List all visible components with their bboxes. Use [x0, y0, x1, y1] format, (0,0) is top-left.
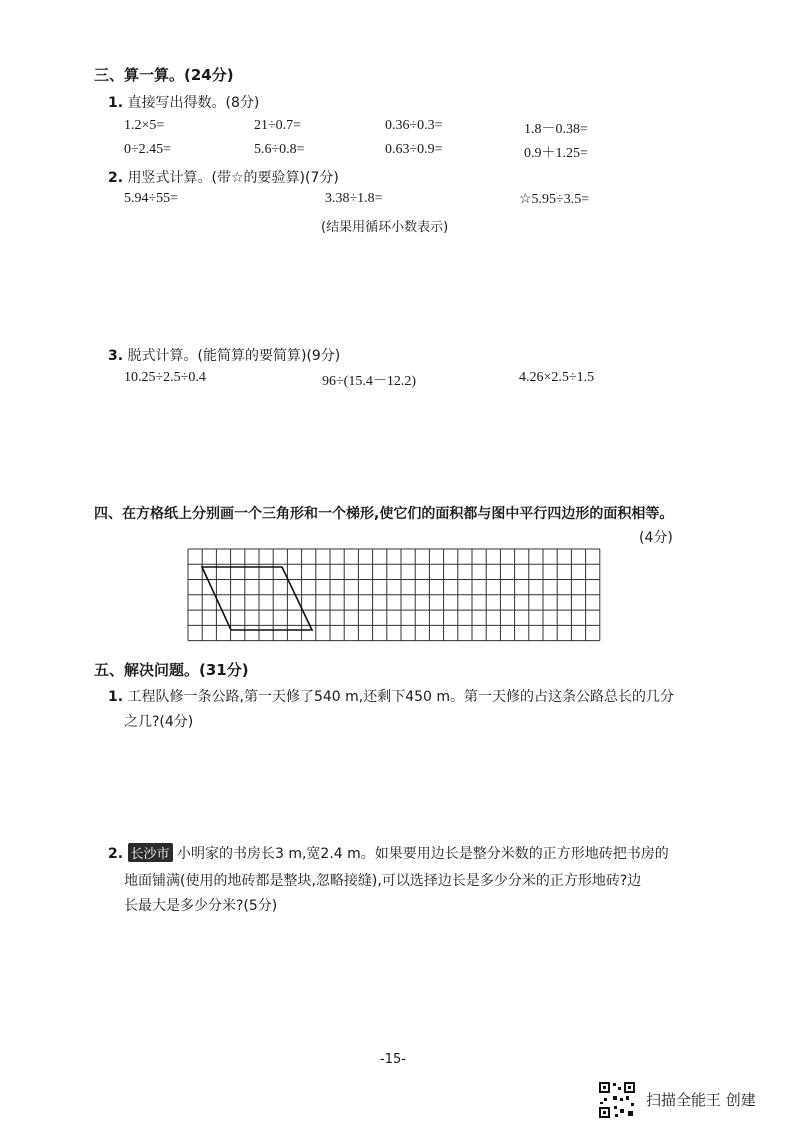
- problem-2-line-1: 2. 长沙市 小明家的书房长3 m,宽2.4 m。如果要用边长是整分米数的正方形地砖把书房的: [108, 843, 669, 863]
- problem-1-line-2: 之几?(4分): [124, 714, 194, 730]
- region-tag: 长沙市: [128, 843, 173, 862]
- qr-code-icon: [598, 1081, 636, 1119]
- section-4-score: (4分): [639, 530, 673, 546]
- vertical-calc-1: 5.94÷55=: [124, 191, 179, 206]
- step-calc-1: 10.25÷2.5÷0.4: [124, 370, 206, 385]
- calc-2-3: 0.63÷0.9=: [385, 142, 443, 157]
- section-5-title: 五、解决问题。(31分): [94, 661, 249, 679]
- vertical-calc-note: (结果用循环小数表示): [321, 220, 449, 235]
- calc-2-4: 0.9＋1.25=: [524, 146, 588, 161]
- problem-1-line-1: 1. 工程队修一条公路,第一天修了540 m,还剩下450 m。第一天修的占这条公路总长的几分: [108, 689, 675, 705]
- calc-1-1: 1.2×5=: [124, 118, 165, 133]
- calc-1-4: 1.8－0.38=: [524, 122, 588, 137]
- problem-2-line-3: 长最大是多少分米?(5分): [124, 898, 278, 914]
- step-calc-2: 96÷(15.4－12.2): [322, 374, 417, 389]
- vertical-calc-2: 3.38÷1.8=: [325, 191, 383, 206]
- calc-1-3: 0.36÷0.3=: [385, 118, 443, 133]
- vertical-calc-3: ☆5.95÷3.5=: [519, 192, 590, 207]
- page-number: -15-: [380, 1052, 406, 1067]
- q3-heading: 3. 脱式计算。(能简算的要简算)(9分): [108, 348, 341, 364]
- parallelogram-shape: [202, 567, 312, 630]
- calc-2-2: 5.6÷0.8=: [254, 142, 305, 157]
- q1-heading: 1. 直接写出得数。(8分): [108, 95, 260, 111]
- q2-heading: 2. 用竖式计算。(带☆的要验算)(7分): [108, 170, 339, 186]
- calc-1-2: 21÷0.7=: [254, 118, 302, 133]
- calc-2-1: 0÷2.45=: [124, 142, 172, 157]
- grid-paper[interactable]: [187, 548, 603, 644]
- section-3-title: 三、算一算。(24分): [94, 66, 234, 84]
- footer-text: 扫描全能王 创建: [646, 1091, 756, 1109]
- step-calc-3: 4.26×2.5÷1.5: [519, 370, 595, 385]
- section-4-title: 四、在方格纸上分别画一个三角形和一个梯形,使它们的面积都与图中平行四边形的面积相等。: [94, 506, 674, 522]
- problem-2-line-2: 地面铺满(使用的地砖都是整块,忽略接缝),可以选择边长是多少分米的正方形地砖?边: [124, 873, 642, 889]
